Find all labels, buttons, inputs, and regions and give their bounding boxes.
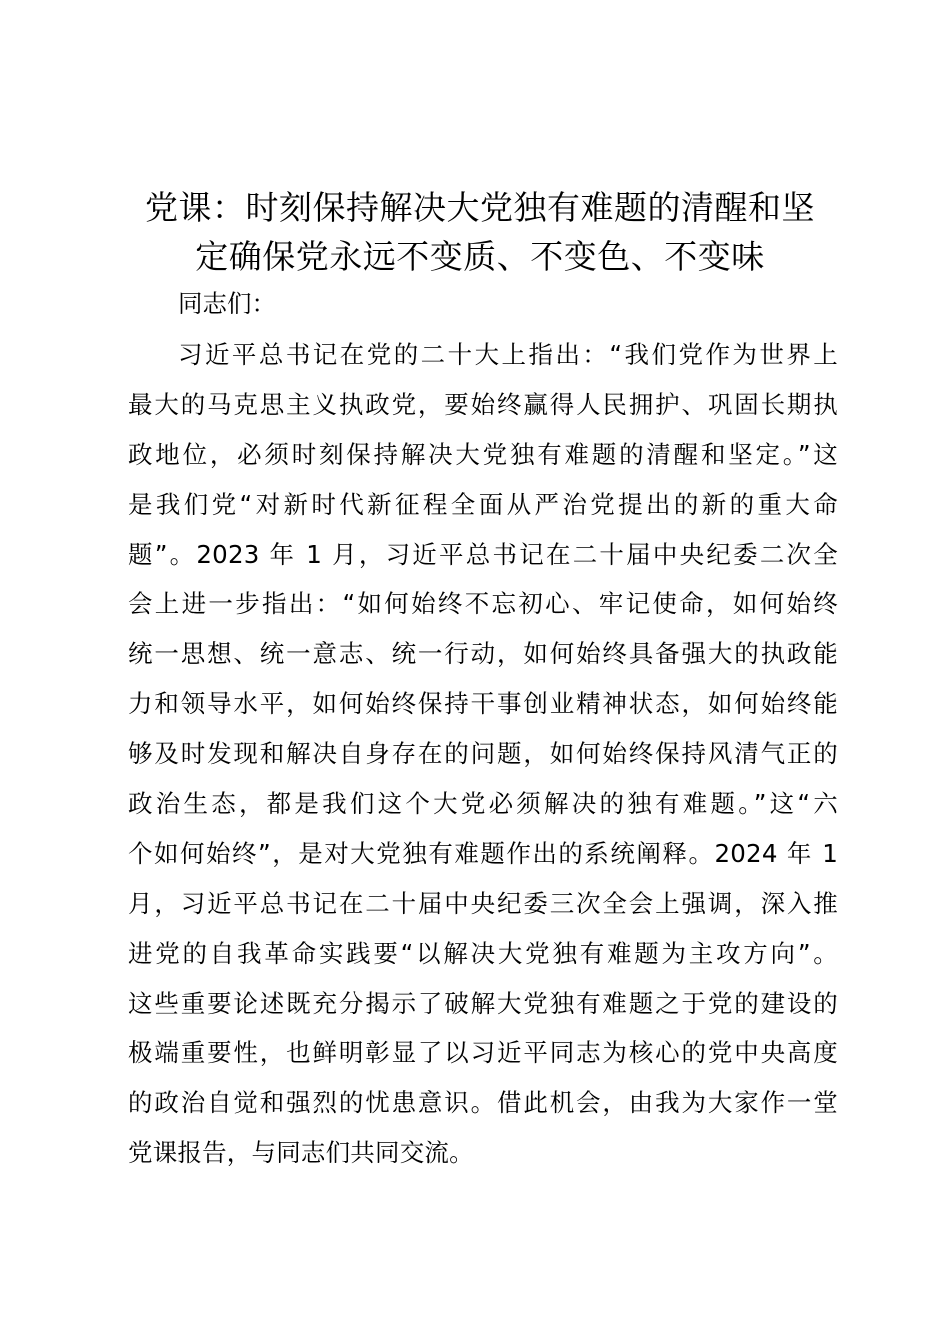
paragraph-line: 政地位，必须时刻保持解决大党独有难题的清醒和坚定。”这 [128, 439, 838, 469]
paragraph-line: 的政治自觉和强烈的忧患意识。借此机会，由我为大家作一堂 [128, 1088, 838, 1118]
paragraph-line: 月，习近平总书记在二十届中央纪委三次全会上强调，深入推 [128, 888, 838, 918]
paragraph-line: 习近平总书记在党的二十大上指出：“我们党作为世界上 [178, 340, 838, 369]
title-line: 党课：时刻保持解决大党独有难题的清醒和坚 [145, 188, 815, 227]
paragraph-line: 力和领导水平，如何始终保持干事创业精神状态，如何始终能 [128, 689, 838, 719]
paragraph-line: 极端重要性，也鲜明彰显了以习近平同志为核心的党中央高度 [128, 1038, 838, 1068]
paragraph-line: 够及时发现和解决自身存在的问题，如何始终保持风清气正的 [128, 739, 838, 769]
paragraph-line: 这些重要论述既充分揭示了破解大党独有难题之于党的建设的 [128, 988, 838, 1018]
document-title [120, 183, 840, 281]
paragraph-line: 是我们党“对新时代新征程全面从严治党提出的新的重大命 [128, 489, 838, 519]
paragraph-line: 党课报告，与同志们共同交流。 [128, 1138, 474, 1168]
paragraph-line: 进党的自我革命实践要“以解决大党独有难题为主攻方向”。 [128, 938, 838, 968]
paragraph-line: 统一思想、统一意志、统一行动，如何始终具备强大的执政能 [128, 639, 838, 669]
paragraph-line: 最大的马克思主义执政党，要始终赢得人民拥护、巩固长期执 [128, 389, 838, 419]
paragraph-line: 题”。2023 年 1 月，习近平总书记在二十届中央纪委二次全 [128, 539, 838, 569]
salutation: 同志们： [178, 289, 276, 318]
paragraph-line: 个如何始终”，是对大党独有难题作出的系统阐释。2024 年 1 [128, 838, 838, 868]
title-line: 定确保党永远不变质、不变色、不变味 [195, 237, 765, 276]
body-paragraph [128, 338, 838, 1186]
paragraph-line: 会上进一步指出：“如何始终不忘初心、牢记使命，如何始终 [128, 589, 838, 619]
paragraph-line: 政治生态，都是我们这个大党必须解决的独有难题。”这“六 [128, 789, 838, 819]
